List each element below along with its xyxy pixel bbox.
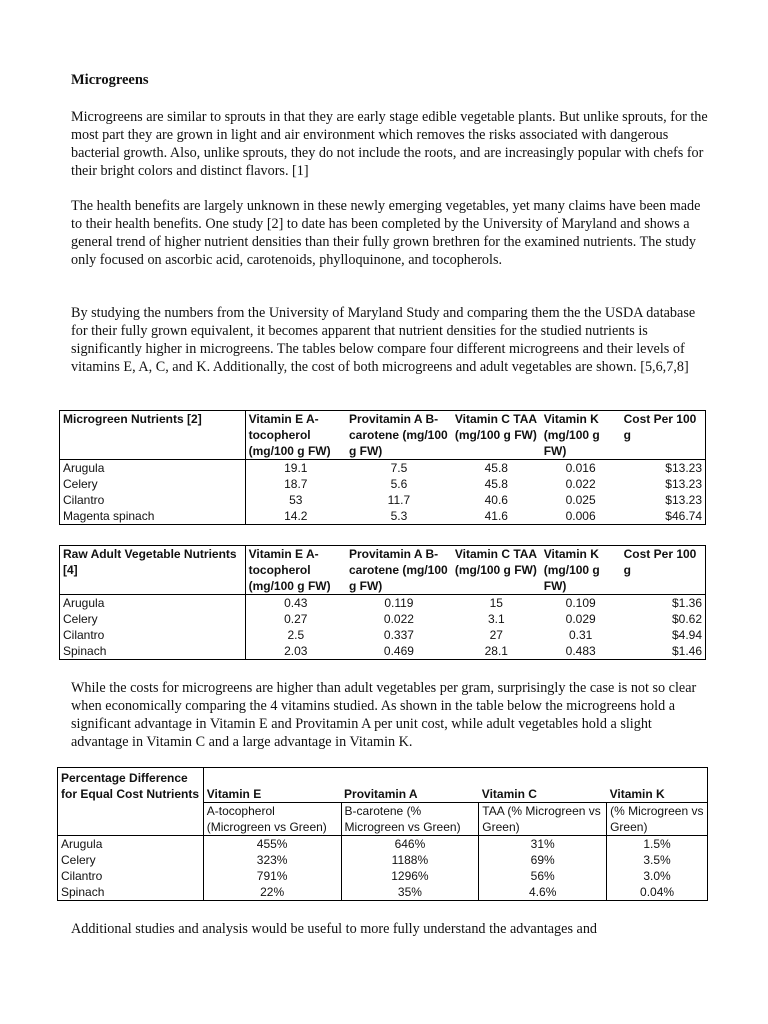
table-subheader-cell: (% Microgreen vs Green) — [607, 803, 708, 836]
row-label-cell: Celery — [60, 476, 246, 492]
paragraph-health-benefits: The health benefits are largely unknown in these newly emerging vegetables, yet many claims have been made to their health benefits. One study [2] to date has been completed by the University of Maryland and shows a general trend of higher nutrient densities than their fully grown brethren for the examined nutrients. The study only focused on ascorbic acid, carotenoids, phylloquinone, and tocopherols. — [71, 198, 701, 268]
percentage-difference-table — [57, 767, 708, 901]
table-row — [60, 492, 706, 508]
table-cell: 3.1 — [487, 612, 505, 626]
table-cell: 2.03 — [284, 644, 308, 658]
table-cell: 455% — [203, 836, 341, 853]
row-label-cell: Cilantro — [60, 492, 246, 508]
table-header-row — [60, 546, 706, 595]
microgreen-nutrients-table — [59, 410, 706, 525]
table-cell: 0.337 — [383, 628, 414, 642]
row-label-cell: Arugula — [60, 595, 246, 612]
table-cell: 18.7 — [284, 477, 308, 491]
table-cell: 0.04% — [640, 885, 675, 899]
table-cell: 0.109 — [565, 596, 596, 610]
table-cell: 0.022 — [565, 477, 596, 491]
table-header-cell: Provitamin A B-carotene (mg/100 g FW) — [346, 546, 452, 595]
table-cell: 31% — [479, 836, 607, 853]
table-cell: $46.74 — [665, 509, 702, 523]
table-header-row — [58, 768, 708, 803]
table-cell: 19.1 — [284, 461, 308, 475]
paragraph-study-comparison: By studying the numbers from the University of Maryland Study and comparing them the the USDA database for their fully grown equivalent, it becomes apparent that nutrient densities for the studied nutrients is significantly higher in microgreens. The tables below compare four different microgreens and their levels of vitamins E, A, C, and K. Additionally, the cost of both microgreens and adult vegetables are shown. [5,6,7,8] — [71, 305, 696, 375]
table-header-cell: Vitamin E A-tocopherol (mg/100 g FW) — [245, 546, 346, 595]
table-header-cell: Percentage Difference for Equal Cost Nutrients — [58, 768, 204, 836]
table-header-cell: Provitamin A B-carotene (mg/100 g FW) — [346, 411, 452, 460]
table-cell: 3.5% — [643, 853, 671, 867]
table-header-cell: Vitamin C — [481, 787, 537, 801]
table-cell: 35% — [341, 884, 479, 901]
table-header-cell: Cost Per 100 g — [621, 411, 706, 460]
table-subheader-cell: TAA (% Microgreen vs Green) — [479, 803, 607, 836]
table-cell: 40.6 — [484, 493, 508, 507]
table-cell: 3.0% — [643, 869, 671, 883]
table-cell: 5.6 — [390, 477, 408, 491]
paragraph-cost-comparison: While the costs for microgreens are higher than adult vegetables per gram, surprisingly the case is not so clear when economically comparing the 4 vitamins studied. As shown in the table below the microgreens hold a significant advantage in Vitamin E and Provitamin A per unit cost, while adult vegetables hold a slight advantage in Vitamin C and a large advantage in Vitamin K. — [71, 680, 697, 750]
table-cell: 1.5% — [643, 837, 671, 851]
table-cell: 1188% — [341, 852, 479, 868]
table-header-cell: Vitamin C TAA (mg/100 g FW) — [452, 546, 541, 595]
page-title: Microgreens — [71, 72, 149, 88]
table-cell: 2.5 — [287, 628, 305, 642]
paragraph-additional-studies: Additional studies and analysis would be useful to more fully understand the advantages and — [71, 921, 598, 937]
table-header-cell: Vitamin K (mg/100 g FW) — [541, 546, 621, 595]
table-header-cell: Raw Adult Vegetable Nutrients [4] — [60, 546, 246, 595]
table-cell: 56% — [479, 868, 607, 884]
table-cell: $4.94 — [671, 628, 702, 642]
table-cell: $0.62 — [671, 612, 702, 626]
table-cell: 53 — [289, 493, 303, 507]
table-cell: 45.8 — [484, 461, 508, 475]
table-cell: $1.46 — [671, 644, 702, 658]
table-cell: 0.119 — [384, 596, 414, 610]
table-cell: 0.43 — [284, 596, 308, 610]
table-cell: 646% — [341, 836, 479, 853]
table-cell: 11.7 — [387, 493, 411, 507]
table-cell: 0.025 — [565, 493, 596, 507]
table-header-cell: Vitamin K (mg/100 g FW) — [541, 411, 621, 460]
table-header-cell: Vitamin E A-tocopherol (mg/100 g FW) — [245, 411, 346, 460]
table-row — [60, 476, 706, 492]
table-cell: 7.5 — [390, 461, 408, 475]
table-cell: $13.23 — [665, 477, 702, 491]
row-label-cell: Cilantro — [58, 868, 204, 884]
table-cell: 28.1 — [484, 644, 508, 658]
row-label-cell: Celery — [58, 852, 204, 868]
row-label-cell: Arugula — [58, 836, 204, 853]
table-cell: 45.8 — [484, 477, 508, 491]
table-cell: $13.23 — [665, 493, 702, 507]
table-cell: 69% — [479, 852, 607, 868]
table-row — [58, 836, 708, 853]
row-label-cell: Cilantro — [60, 627, 246, 643]
table-row — [58, 884, 708, 901]
table-cell: 0.016 — [565, 461, 596, 475]
row-label-cell: Spinach — [60, 643, 246, 660]
table-cell: 41.6 — [484, 509, 508, 523]
table-cell: 14.2 — [284, 509, 308, 523]
table-row — [60, 643, 706, 660]
table-subheader-cell: B-carotene (% Microgreen vs Green) — [341, 803, 479, 836]
table-cell: $1.36 — [671, 596, 702, 610]
table-header-cell: Microgreen Nutrients [2] — [60, 411, 246, 460]
table-row — [60, 460, 706, 477]
table-row — [58, 868, 708, 884]
table-cell: 0.022 — [383, 612, 414, 626]
table-row — [60, 627, 706, 643]
table-row — [60, 508, 706, 525]
table-subheader-cell: A-tocopherol (Microgreen vs Green) — [203, 803, 341, 836]
table-cell: 0.006 — [565, 509, 596, 523]
table-cell: 22% — [203, 884, 341, 901]
table-cell: 5.3 — [390, 509, 408, 523]
table-cell: 791% — [203, 868, 341, 884]
table-cell: 0.029 — [565, 612, 596, 626]
table-header-row — [60, 411, 706, 460]
table-header-cell: Vitamin K — [609, 787, 665, 801]
table-cell: 0.469 — [383, 644, 414, 658]
table-header-cell: Cost Per 100 g — [621, 546, 706, 595]
table-cell: 0.483 — [565, 644, 596, 658]
table-cell: 15 — [489, 596, 503, 610]
table-row — [58, 852, 708, 868]
row-label-cell: Arugula — [60, 460, 246, 477]
table-header-cell: Vitamin E — [206, 787, 262, 801]
row-label-cell: Magenta spinach — [60, 508, 246, 525]
adult-vegetable-nutrients-table — [59, 545, 706, 660]
table-cell: 323% — [203, 852, 341, 868]
row-label-cell: Celery — [60, 611, 246, 627]
table-header-cell: Vitamin C TAA (mg/100 g FW) — [452, 411, 541, 460]
table-header-cell: Provitamin A — [344, 787, 418, 801]
table-cell: 0.31 — [569, 628, 593, 642]
table-row — [60, 611, 706, 627]
row-label-cell: Spinach — [58, 884, 204, 901]
table-row — [60, 595, 706, 612]
table-cell: 0.27 — [284, 612, 308, 626]
table-cell: 4.6% — [479, 884, 607, 901]
table-cell: 27 — [489, 628, 503, 642]
paragraph-intro: Microgreens are similar to sprouts in that they are early stage edible vegetable plants. But unlike sprouts, for the most part they are grown in light and air environment which removes the risks associated with dangerous bacterial growth. Also, unlike sprouts, they do not include the roots, and are increasingly popular with chefs for their bright colors and distinct flavors. [1] — [71, 109, 708, 179]
table-cell: $13.23 — [665, 461, 702, 475]
table-cell: 1296% — [341, 868, 479, 884]
